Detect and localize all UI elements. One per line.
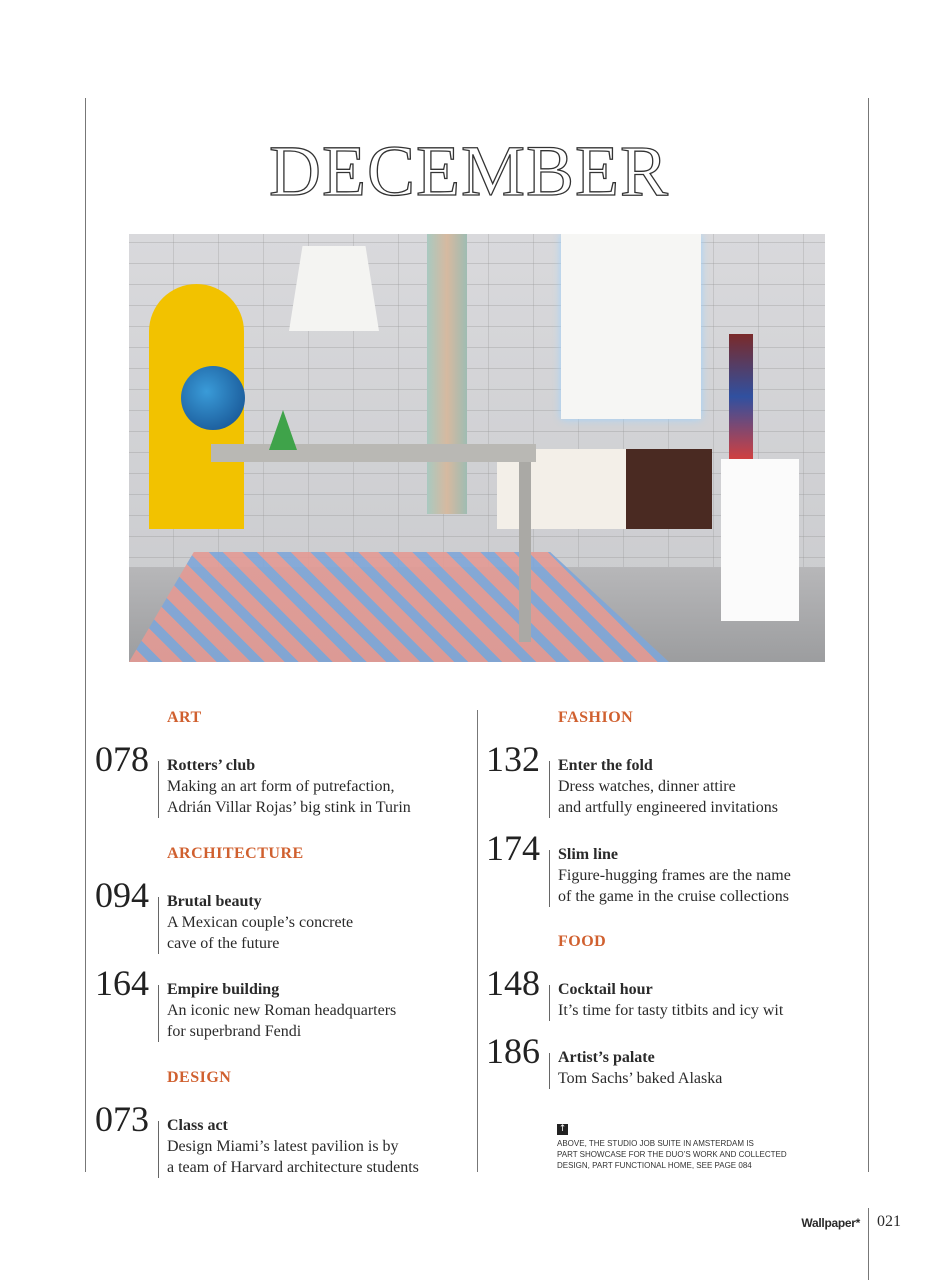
- entry-title: Class act: [167, 1117, 228, 1134]
- entry-page-number: 078: [95, 739, 149, 779]
- entry-page-number: 164: [95, 963, 149, 1003]
- entry-title: Empire building: [167, 981, 280, 998]
- entry-divider: [549, 761, 550, 818]
- category-fashion: FASHION: [558, 709, 634, 726]
- caption-line: PART SHOWCASE FOR THE DUO’S WORK AND COLLECTED: [557, 1150, 787, 1159]
- entry-title: Rotters’ club: [167, 757, 256, 774]
- entry-description: Making an art form of putrefaction,: [167, 778, 395, 795]
- entry-divider: [158, 1121, 159, 1178]
- entry-page-number: 174: [486, 828, 540, 868]
- category-architecture: ARCHITECTURE: [167, 845, 304, 862]
- entry-divider: [549, 985, 550, 1021]
- entry-title: Cocktail hour: [558, 981, 653, 998]
- entry-title: Slim line: [558, 846, 619, 863]
- entry-divider: [549, 1053, 550, 1089]
- interior-photo: [129, 234, 825, 662]
- entry-description: Figure-hugging frames are the name: [558, 867, 791, 884]
- entry-description: An iconic new Roman headquarters: [167, 1002, 397, 1019]
- caption-line: DESIGN, PART FUNCTIONAL HOME, SEE PAGE 084: [557, 1161, 752, 1170]
- entry-page-number: 186: [486, 1031, 540, 1071]
- entry-title: Enter the fold: [558, 757, 653, 774]
- entry-description: and artfully engineered invitations: [558, 799, 778, 816]
- entry-divider: [158, 761, 159, 818]
- entry-page-number: 148: [486, 963, 540, 1003]
- entry-description: of the game in the cruise collections: [558, 888, 790, 905]
- entry-divider: [549, 850, 550, 907]
- entry-page-number: 073: [95, 1099, 149, 1139]
- category-art: ART: [167, 709, 202, 726]
- entry-description: Tom Sachs’ baked Alaska: [558, 1070, 723, 1087]
- entry-description: a team of Harvard architecture students: [167, 1159, 419, 1176]
- entry-title: Artist’s palate: [558, 1049, 655, 1066]
- entry-divider: [158, 897, 159, 954]
- arrow-up-icon: ↑: [558, 1124, 567, 1134]
- entry-page-number: 094: [95, 875, 149, 915]
- entry-title: Brutal beauty: [167, 893, 262, 910]
- entry-divider: [158, 985, 159, 1042]
- entry-description: Design Miami’s latest pavilion is by: [167, 1138, 399, 1155]
- entry-description: Dress watches, dinner attire: [558, 778, 736, 795]
- column-rule: [477, 710, 478, 1172]
- category-food: FOOD: [558, 933, 607, 950]
- entry-description: A Mexican couple’s concrete: [167, 914, 354, 931]
- entry-description: cave of the future: [167, 935, 280, 952]
- right-rule: [868, 98, 869, 1172]
- category-design: DESIGN: [167, 1069, 232, 1086]
- caption-line: ABOVE, THE STUDIO JOB SUITE IN AMSTERDAM IS: [557, 1139, 754, 1148]
- entry-description: for superbrand Fendi: [167, 1023, 302, 1040]
- entry-description: It’s time for tasty titbits and icy wit: [558, 1002, 784, 1019]
- photo-caption: [557, 1138, 787, 1171]
- page-number: 021: [877, 1213, 901, 1230]
- entry-page-number: 132: [486, 739, 540, 779]
- entry-description: Adrián Villar Rojas’ big stink in Turin: [167, 799, 411, 816]
- page-title: DECEMBER: [268, 131, 670, 212]
- footer-rule: [868, 1208, 869, 1280]
- brand-logo: Wallpaper*: [801, 1216, 860, 1230]
- left-rule: [85, 98, 86, 1172]
